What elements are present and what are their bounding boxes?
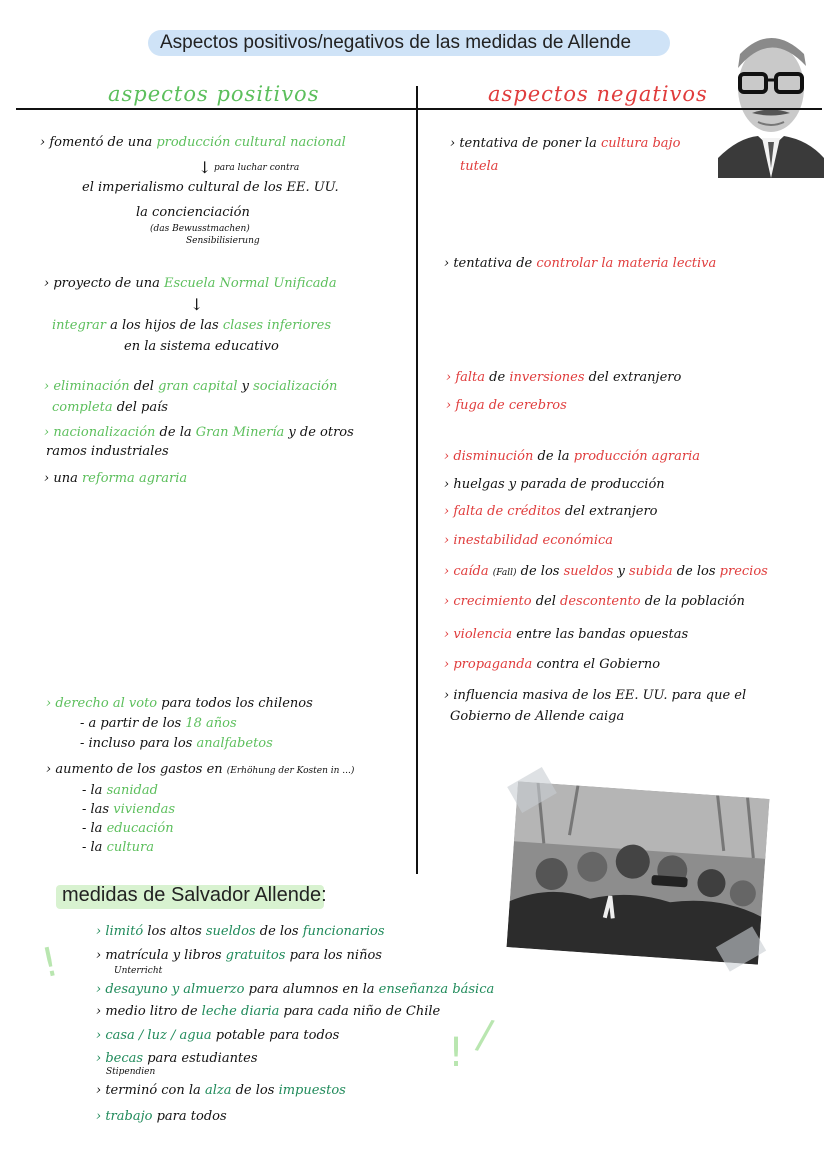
vertical-divider (416, 86, 418, 874)
negative-item-10: › crecimiento del descontento de la población (444, 594, 745, 609)
positive-item-3: › eliminación del gran capital y socialización (44, 379, 338, 394)
positive-item-1-line5: Sensibilisierung (186, 236, 260, 246)
negative-item-13: › influencia masiva de los EE. UU. para que el (444, 688, 747, 703)
positive-item-7: › aumento de los gastos en (Erhöhung der Kosten in ...) (46, 762, 355, 777)
medida-item-6: › becas para estudiantes (96, 1051, 258, 1066)
positive-item-4: › nacionalización de la Gran Minería y de otros (44, 425, 354, 440)
page-title: Aspectos positivos/negativos de las medidas de Allende (160, 32, 632, 53)
positive-item-5: › una reforma agraria (44, 471, 188, 486)
positive-heading: aspectos positivos (108, 82, 320, 106)
negative-item-12: › propaganda contra el Gobierno (444, 657, 661, 672)
medidas-heading: medidas de Salvador Allende: (62, 884, 327, 906)
portrait-photo (718, 18, 824, 178)
medida-item-7: › terminó con la alza de los impuestos (96, 1083, 346, 1098)
horizontal-divider (16, 108, 822, 110)
medida-item-4: › medio litro de leche diaria para cada niño de Chile (96, 1004, 441, 1019)
positive-item-7-list-2: - las viviendas (82, 802, 176, 817)
negative-heading: aspectos negativos (488, 82, 708, 106)
positive-item-7-list-3: - la educación (82, 821, 174, 836)
positive-item-6: › derecho al voto para todos los chilenos (46, 696, 313, 711)
exclamation-icon: ! (37, 938, 63, 988)
negative-item-4: › fuga de cerebros (446, 398, 567, 413)
positive-item-1-note: para luchar contra (214, 163, 300, 173)
positive-item-6-sub1: - a partir de los 18 años (80, 716, 237, 731)
negative-item-1: › tentativa de poner la cultura bajo (450, 136, 681, 151)
positive-item-2-line2: integrar a los hijos de las clases inferiores (52, 318, 331, 333)
negative-item-1-line2: tutela (460, 159, 499, 174)
positive-item-2: › proyecto de una Escuela Normal Unificada (44, 276, 337, 291)
negative-item-5: › disminución de la producción agraria (444, 449, 700, 464)
positive-item-1-line4: (das Bewusstmachen) (150, 224, 250, 234)
positive-item-4-line2: ramos industriales (46, 444, 169, 459)
negative-item-7: › falta de créditos del extranjero (444, 504, 658, 519)
arrow-down-icon: ↓ (190, 295, 204, 314)
negative-item-8: › inestabilidad económica (444, 533, 614, 548)
medida-item-2: › matrícula y libros gratuitos para los niños (96, 948, 382, 963)
positive-item-1-line3: la concienciación (136, 205, 250, 220)
exclamation-icon: / (473, 1011, 497, 1059)
crowd-photo (507, 781, 770, 964)
exclamation-icon: ! (448, 1030, 465, 1076)
negative-item-11: › violencia entre las bandas opuestas (444, 627, 689, 642)
medida-item-5: › casa / luz / agua potable para todos (96, 1028, 340, 1043)
positive-item-2-line3: en la sistema educativo (124, 339, 279, 354)
medida-item-2-note: Unterricht (114, 966, 163, 976)
medida-item-8: › trabajo para todos (96, 1109, 227, 1124)
negative-item-13-line2: Gobierno de Allende caiga (450, 709, 625, 724)
negative-item-3: › falta de inversiones del extranjero (446, 370, 682, 385)
medida-item-3: › desayuno y almuerzo para alumnos en la enseñanza básica (96, 982, 495, 997)
negative-item-2: › tentativa de controlar la materia lectiva (444, 256, 717, 271)
positive-item-6-sub2: - incluso para los analfabetos (80, 736, 273, 751)
negative-item-6: › huelgas y parada de producción (444, 477, 665, 492)
positive-item-3-line2: completa del país (52, 400, 168, 415)
medida-item-6-note: Stipendien (106, 1067, 156, 1077)
positive-item-1: › fomentó de una producción cultural nacional (40, 135, 346, 150)
positive-item-1-line2: el imperialismo cultural de los EE. UU. (82, 180, 339, 195)
medida-item-1: › limitó los altos sueldos de los funcionarios (96, 924, 385, 939)
negative-item-9: › caída (Fall) de los sueldos y subida de los precios (444, 564, 768, 579)
positive-item-7-list-1: - la sanidad (82, 783, 158, 798)
arrow-down-icon: ↓ (198, 158, 212, 177)
positive-item-7-list-4: - la cultura (82, 840, 154, 855)
